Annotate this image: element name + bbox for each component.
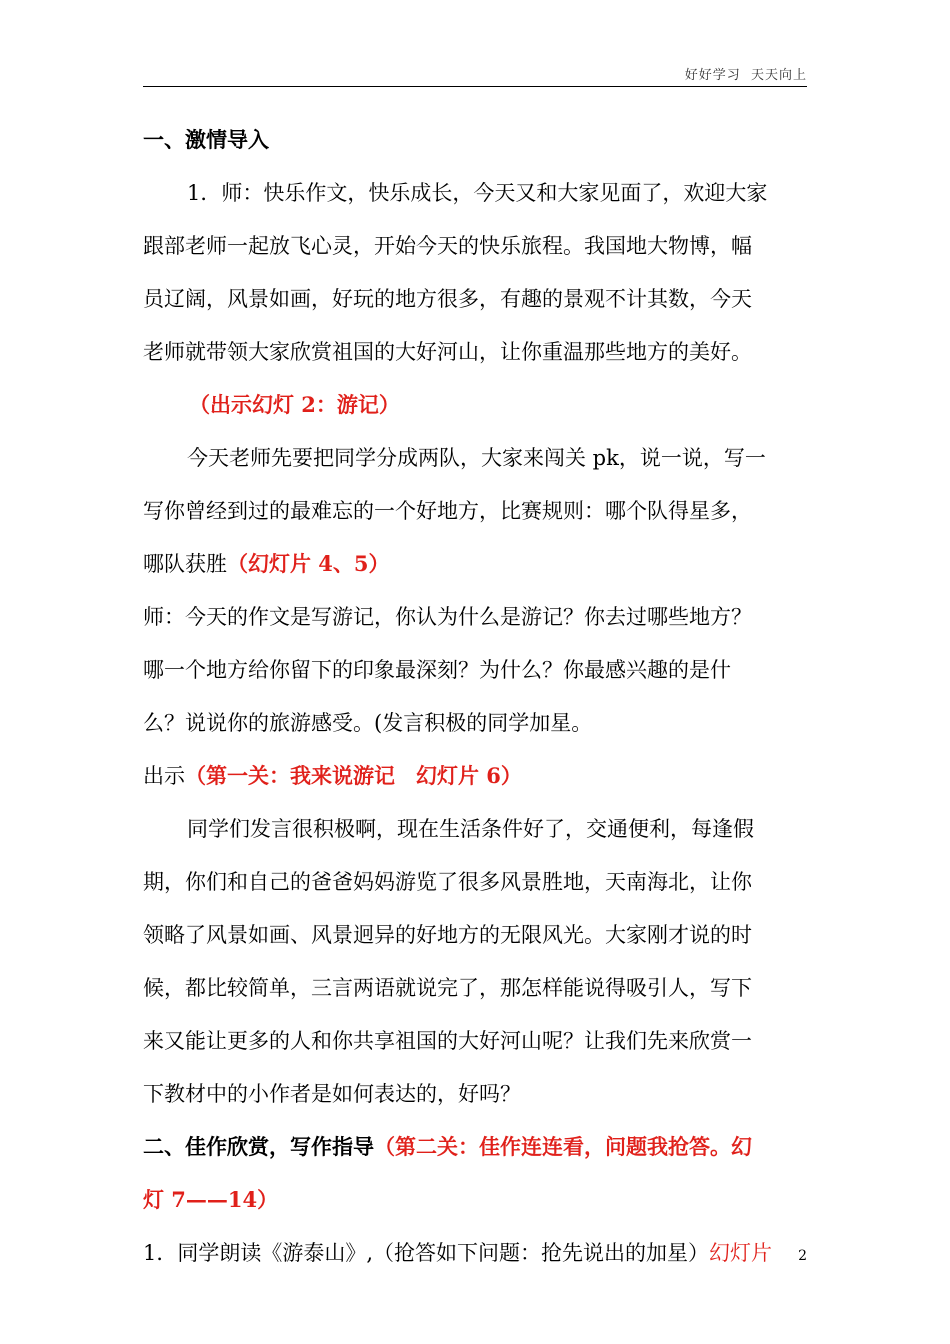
paragraph-2-line-3-text: 哪队获胜 xyxy=(143,552,227,576)
show-slide-line xyxy=(143,754,807,807)
page-header-text: 好好学习 天天向上 xyxy=(684,68,807,83)
paragraph-1-line-1: 1．师：快乐作文，快乐成长，今天又和大家见面了，欢迎大家 xyxy=(187,181,768,205)
paragraph-1-line-4: 老师就带领大家欣赏祖国的大好河山，让你重温那些地方的美好。 xyxy=(143,340,752,364)
paragraph-4-line-4: 候，都比较简单，三言两语就说完了，那怎样能说得吸引人，写下 xyxy=(143,976,752,1000)
paragraph-3-line-3: 么？说说你的旅游感受。(发言积极的同学加星。 xyxy=(143,711,593,735)
paragraph-1-line-2: 跟部老师一起放飞心灵，开始今天的快乐旅程。我国地大物博，幅 xyxy=(143,234,752,258)
page-number: 2 xyxy=(798,1248,807,1264)
slide-note-1: （出示幻灯 2：游记） xyxy=(189,392,400,417)
paragraph-1-line-3: 员辽阔，风景如画，好玩的地方很多，有趣的景观不计其数，今天 xyxy=(143,287,752,311)
paragraph-2-line-1: 今天老师先要把同学分成两队，大家来闯关 pk，说一说，写一 xyxy=(187,446,766,470)
document-body xyxy=(143,118,807,1284)
header-divider xyxy=(143,86,807,87)
paragraph-5-line-1 xyxy=(143,1231,807,1284)
paragraph-3-line-2: 哪一个地方给你留下的印象最深刻？为什么？你最感兴趣的是什 xyxy=(143,658,731,682)
slide-note-2: （幻灯片 4、5） xyxy=(227,551,390,576)
paragraph-5-slide-note: 幻灯片 xyxy=(709,1241,773,1265)
show-prefix: 出示 xyxy=(143,764,185,788)
paragraph-4-line-1: 同学们发言很积极啊，现在生活条件好了，交通便利，每逢假 xyxy=(187,817,754,841)
paragraph-5-text: 1．同学朗读《游泰山》,（抢答如下问题：抢先说出的加星） xyxy=(143,1241,710,1265)
paragraph-4-line-2: 期，你们和自己的爸爸妈妈游览了很多风景胜地，天南海北，让你 xyxy=(143,870,752,894)
paragraph-2-line-3 xyxy=(143,542,807,595)
paragraph-4-line-5: 来又能让更多的人和你共享祖国的大好河山呢？让我们先来欣赏一 xyxy=(143,1029,752,1053)
section-heading-2-note: （第二关：佳作连连看，问题我抢答。幻 xyxy=(374,1134,752,1159)
slide-note-3: （第一关：我来说游记 幻灯片 6） xyxy=(185,763,522,788)
section-heading-2-text: 二、佳作欣赏，写作指导 xyxy=(143,1134,374,1159)
section-heading-2-note-cont: 灯 7——14） xyxy=(143,1187,279,1212)
section-heading-2 xyxy=(143,1125,807,1178)
paragraph-3-line-1: 师：今天的作文是写游记，你认为什么是游记？你去过哪些地方？ xyxy=(143,605,752,629)
section-heading-1: 一、激情导入 xyxy=(143,127,269,152)
paragraph-4-line-3: 领略了风景如画、风景迥异的好地方的无限风光。大家刚才说的时 xyxy=(143,923,752,947)
paragraph-4-line-6: 下教材中的小作者是如何表达的，好吗？ xyxy=(143,1082,521,1106)
paragraph-2-line-2: 写你曾经到过的最难忘的一个好地方，比赛规则：哪个队得星多， xyxy=(143,499,752,523)
